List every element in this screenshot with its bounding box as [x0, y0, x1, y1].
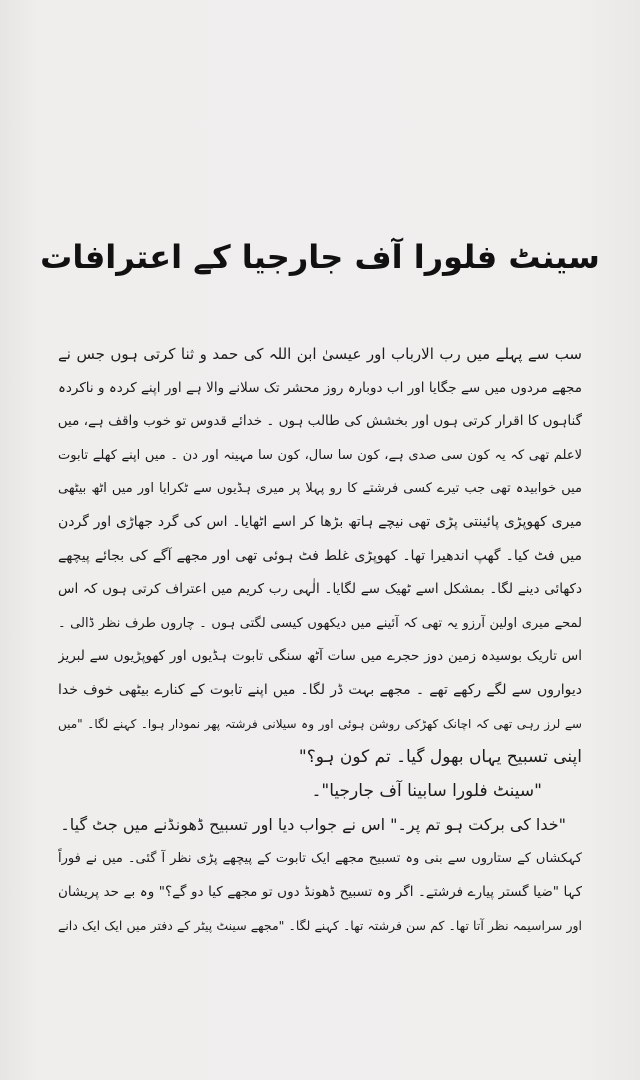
text-line: سے لرز رہی تھی کہ اچانک کھڑکی روشن ہوئی اور وہ سیلانی فرشتہ پھر نمودار ہوا۔ کہنے لگا۔ "میں: [58, 716, 582, 731]
chapter-title: سینٹ فلورا آف جارجیا کے اعترافات: [40, 238, 600, 276]
text-line: کہا "ضیا گستر پیارے فرشتے۔ اگر وہ تسبیح ڈھونڈ دوں تو مجھے کیا دو گے؟" وہ بے حد پریشان: [58, 883, 582, 900]
text-line: "خدا کی برکت ہو تم پر۔" اس نے جواب دیا اور تسبیح ڈھونڈنے میں جٹ گیا۔: [60, 815, 566, 835]
text-line: میری کھوپڑی پائینتی پڑی تھی نیچے ہاتھ بڑھا کر اسے اٹھایا۔ اس کی گرد جھاڑی اور گردن: [58, 513, 582, 530]
text-line: گناہوں کا اقرار کرتی ہوں اور بخشش کی طالب ہوں ۔ خدائے قدوس تو خوب واقف ہے، میں: [58, 413, 582, 430]
text-line: میں خوابیدہ تھی جب تیرے کسی فرشتے کا رو پہلا پر میری ہڈیوں سے ٹکرایا اور میں اٹھ بیٹھی: [58, 481, 582, 497]
text-line: مجھے مردوں میں سے جگایا اور اب دوبارہ روز محشر تک سلانے والا ہے اور اپنے کردہ و ناکردہ: [58, 379, 582, 396]
text-line: اور سراسیمہ نظر آتا تھا۔ کم سن فرشتہ تھا۔ کہنے لگا۔ "مجھے سینٹ پیٹر کے دفتر میں ایک ایک دانے: [58, 918, 582, 934]
text-line: اپنی تسبیح یہاں بھول گیا۔ تم کون ہو؟": [298, 747, 582, 768]
text-line: اس تاریک بوسیدہ زمین دوز حجرے میں سات آٹھ سنگی تابوت ہڈیوں اور کھوپڑیوں سے لبریز: [58, 648, 582, 665]
text-line: "سینٹ فلورا سابینا آف جارجیا"۔: [311, 780, 542, 801]
text-line: میں فٹ کیا۔ گھپ اندھیرا تھا۔ کھوپڑی غلط فٹ ہوئی تھی اور مجھے آگے کی بجائے پیچھے: [58, 547, 582, 564]
text-line: دیواروں سے لگے رکھے تھے ۔ مجھے بہت ڈر لگا۔ میں اپنے تابوت کے کنارے بیٹھی خوف خدا: [58, 681, 582, 698]
body-text: [58, 338, 582, 943]
text-line: لمحے میری اولین آرزو یہ تھی کہ آئینے میں دیکھوں کیسی لگتی ہوں ۔ چاروں طرف نظر ڈالی ۔: [58, 615, 582, 631]
text-line: کہکشاں کے ستاروں سے بنی وہ تسبیح مجھے ایک تابوت کے پیچھے پڑی نظر آ گئی۔ میں نے فوراً: [58, 850, 582, 866]
text-line: لاعلم تھی کہ یہ کون سی صدی ہے، کون سا سال، کون سا مہینہ اور دن ۔ میں اپنے کھلے تابوت: [58, 447, 582, 463]
text-line: سب سے پہلے میں رب الارباب اور عیسیٰ ابن اللہ کی حمد و ثنا کرتی ہوں جس نے: [58, 345, 582, 363]
text-line: دکھائی دینے لگا۔ بمشکل اسے ٹھیک سے لگایا۔ الٰہی رب کریم میں اعتراف کرتی ہوں کہ اس: [58, 581, 582, 598]
